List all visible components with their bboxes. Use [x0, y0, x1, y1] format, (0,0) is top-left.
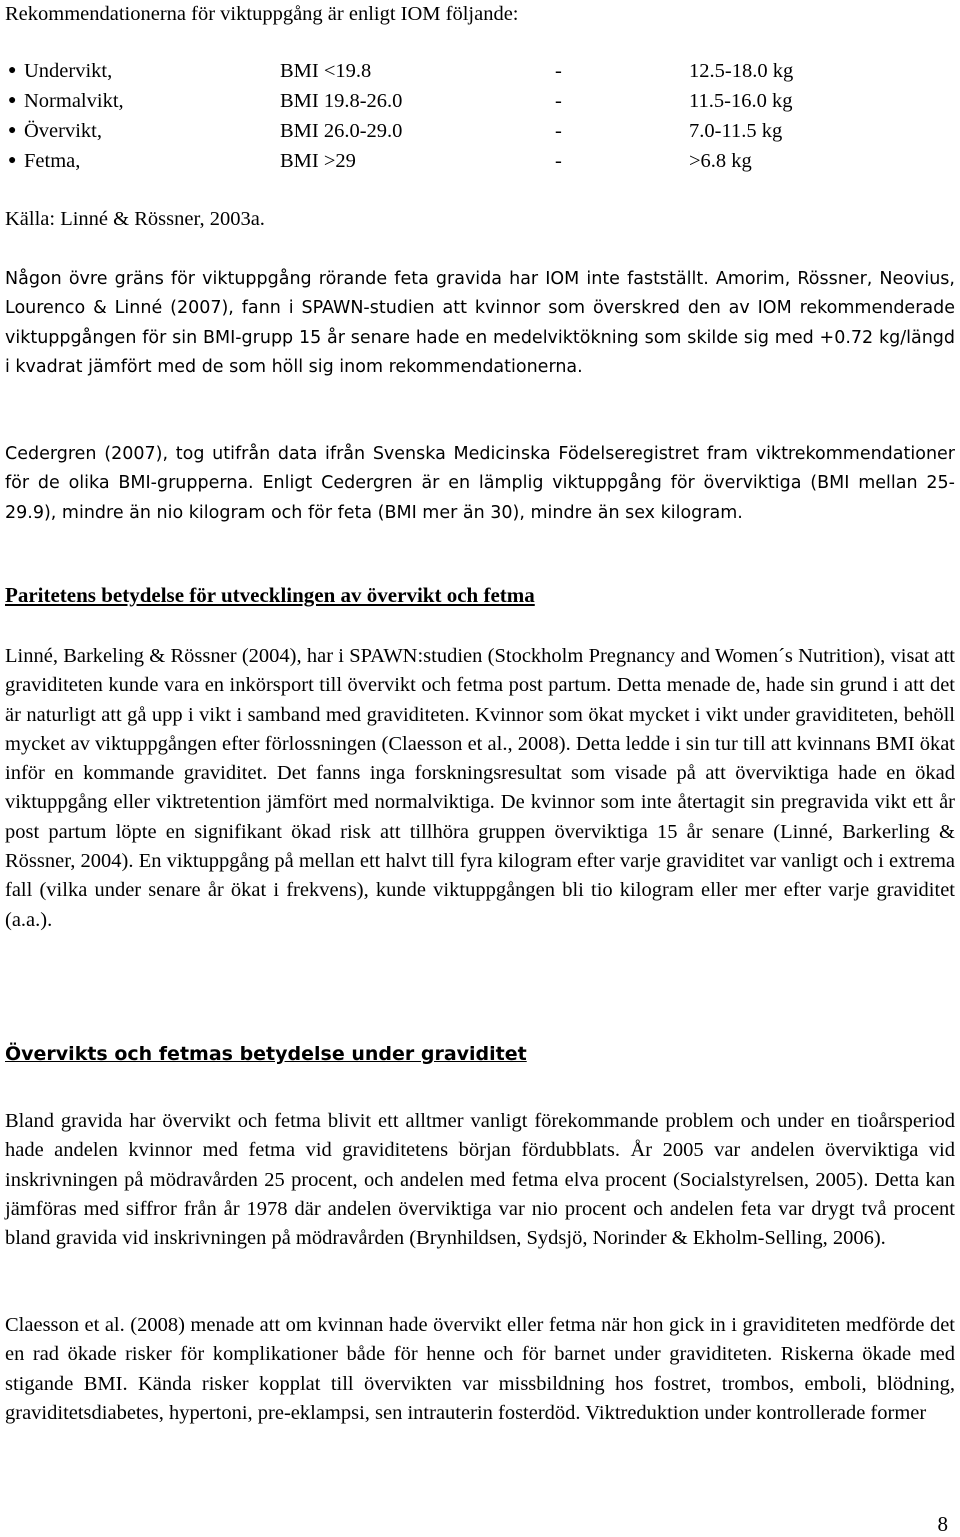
paragraph-cedergren: Cedergren (2007), tog utifrån data ifrån Svenska Medicinska Födelseregistret fram viktrekommendationer för de olika BMI-grupperna. Enligt Cedergren är en lämplig viktuppgång för överviktiga (BMI mellan 25-29.9), mindre än nio kilogram och för feta (BMI mer än 30), mindre än sex kilogram.: [5, 444, 955, 523]
weight-gain: 7.0-11.5 kg: [689, 120, 783, 142]
bullet-icon: ●: [8, 93, 17, 108]
list-item: [5, 146, 955, 176]
separator: -: [555, 90, 562, 112]
bullet-icon: ●: [8, 153, 17, 168]
separator: -: [555, 120, 562, 142]
paragraph-prevalence: Bland gravida har övervikt och fetma blivit ett alltmer vanligt förekommande problem och under en tioårsperiod hade andelen kvinnor med fetma vid graviditetens början fördubblats. År 2005 var andelen överviktiga vid inskrivningen på mödravården 25 procent, och andelen med fetma elva procent (Socialstyrelsen, 2005). Detta kan jämföras med siffror från år 1978 där andelen överviktiga var nio procent och andelen feta var drygt två procent bland gravida vid inskrivningen på mödravården (Brynhildsen, Sydsjö, Norinder & Ekholm-Selling, 2006).: [5, 1110, 955, 1250]
weight-gain: 12.5-18.0 kg: [689, 60, 794, 82]
paragraph-parity: Linné, Barkeling & Rössner (2004), har i SPAWN:studien (Stockholm Pregnancy and Women´s Nutrition), visat att graviditeten kunde vara en inkörsport till övervikt och fetma post partum. Detta menade de, hade sin grund i att det är naturligt att gå upp i vikt i samband med graviditeten. Kvinnor som ökat mycket i vikt under graviditeten, behöll mycket av viktuppgången efter förlossningen (Claesson et al., 2008). Detta ledde i sin tur till att kvinnans BMI ökat inför en kommande graviditet. Det fanns inga forskningsresultat som visade på att överviktiga hade en ökad viktuppgång eller viktretention jämfört med normalviktiga. De kvinnor som inte återtagit sin pregravida vikt ett år post partum löpte en signifikant ökad risk att tillhöra gruppen överviktiga 15 år senare (Linné, Barkerling & Rössner, 2004). En viktuppgång på mellan ett halvt till fyra kilogram efter varje graviditet var vanligt och i extrema fall (vilka under senare år ökat i frekvens), kunde viktuppgången bli tio kilogram eller mer efter varje graviditet (a.a.).: [5, 645, 955, 931]
bmi-category: Undervikt,: [24, 60, 113, 82]
section-heading-parity: Paritetens betydelse för utvecklingen av övervikt och fetma: [5, 583, 535, 607]
separator: -: [555, 150, 562, 172]
intro-line: Rekommendationerna för viktuppgång är enligt IOM följande:: [5, 3, 519, 25]
paragraph-upper-limit: Någon övre gräns för viktuppgång rörande feta gravida har IOM inte fastställt. Amorim, Rössner, Neovius, Lourenco & Linné (2007), fann i SPAWN-studien att kvinnor som överskred den av IOM rekommenderade viktuppgången för sin BMI-grupp 15 år senare hade en medelviktökning som skilde sig med +0.72 kg/längd i kvadrat jämfört med de som höll sig inom rekommendationerna.: [5, 269, 955, 377]
weight-gain: >6.8 kg: [689, 150, 752, 172]
bmi-recommendation-list: [5, 56, 955, 176]
list-item: [5, 56, 955, 86]
bmi-category: Fetma,: [24, 150, 81, 172]
bmi-range: BMI 26.0-29.0: [280, 120, 403, 142]
paragraph-risks: Claesson et al. (2008) menade att om kvinnan hade övervikt eller fetma när hon gick in i graviditeten medförde det en rad ökade risker för komplikationer både för henne och för barnet under graviditeten. Riskerna ökade med stigande BMI. Kända risker kopplat till övervikten var missbildning hos fostret, trombos, emboli, blödning, graviditetsdiabetes, hypertoni, pre-eklampsi, sen intrauterin fosterdöd. Viktreduktion under kontrollerade former: [5, 1314, 955, 1424]
source-citation: Källa: Linné & Rössner, 2003a.: [5, 208, 265, 230]
separator: -: [555, 60, 562, 82]
list-item: [5, 86, 955, 116]
list-item: [5, 116, 955, 146]
bmi-category: Övervikt,: [24, 120, 102, 142]
weight-gain: 11.5-16.0 kg: [689, 90, 793, 112]
bullet-icon: ●: [8, 123, 17, 138]
section-heading-pregnancy: Övervikts och fetmas betydelse under graviditet: [5, 1043, 527, 1065]
bullet-icon: ●: [8, 63, 17, 78]
bmi-range: BMI >29: [280, 150, 356, 172]
bmi-range: BMI 19.8-26.0: [280, 90, 403, 112]
bmi-category: Normalvikt,: [24, 90, 124, 112]
bmi-range: BMI <19.8: [280, 60, 372, 82]
page-number: 8: [937, 1512, 948, 1536]
